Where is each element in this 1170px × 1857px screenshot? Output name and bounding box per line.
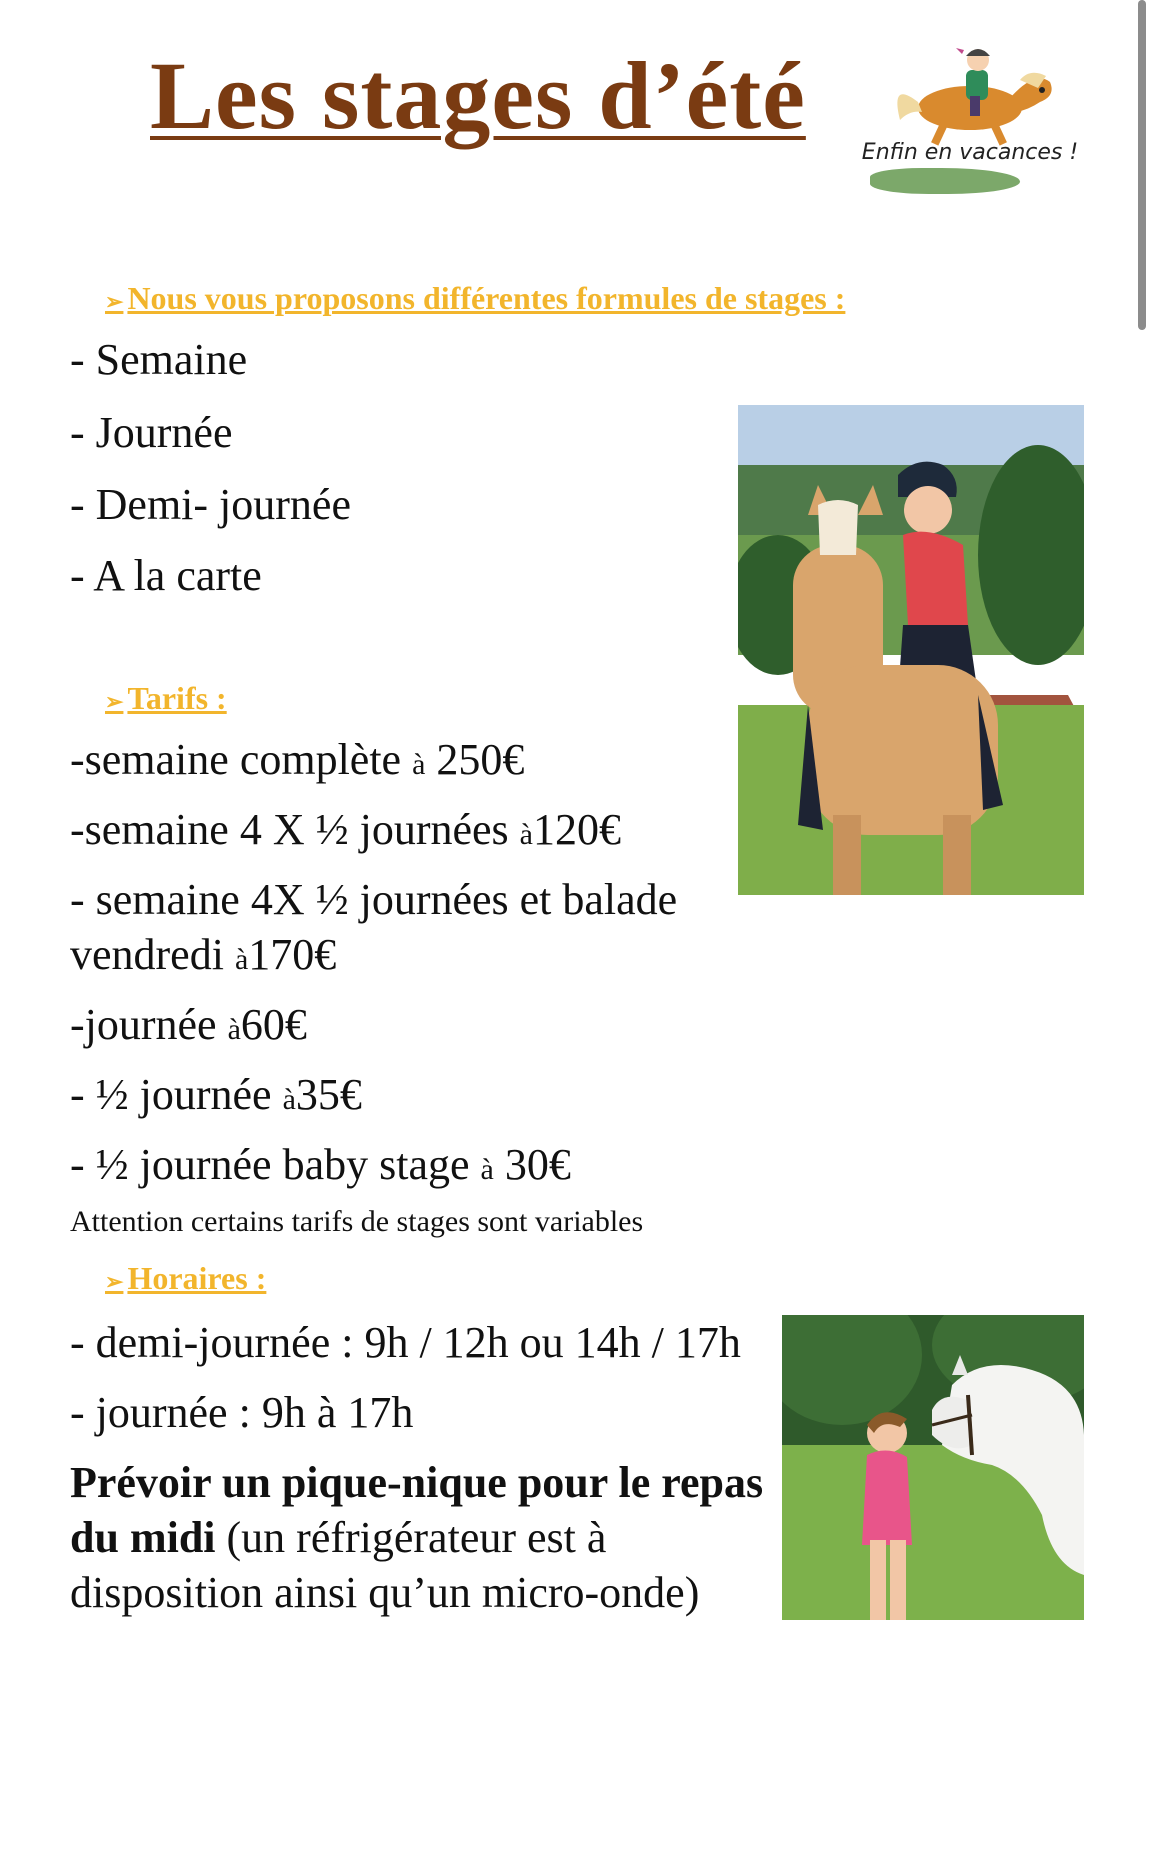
arrow-bullet-icon: ➢ bbox=[105, 689, 124, 714]
page-title: Les stages d’été bbox=[150, 42, 806, 149]
horaire-item: - demi-journée : 9h / 12h ou 14h / 17h bbox=[70, 1318, 741, 1367]
picnic-text: (un réfrigérateur est à disposition ainsi qu’un micro-onde) bbox=[70, 1513, 700, 1617]
tarif-line: - ½ journée à35€ bbox=[70, 1070, 362, 1119]
arrow-bullet-icon: ➢ bbox=[105, 1269, 124, 1294]
picnic-paragraph bbox=[70, 1455, 790, 1620]
formule-item: - Demi- journée bbox=[70, 480, 351, 529]
tarif-line: - ½ journée baby stage à 30€ bbox=[70, 1140, 571, 1189]
tarif-line: -semaine complète à 250€ bbox=[70, 735, 525, 784]
logo-caption: Enfin en vacances ! bbox=[861, 140, 1079, 165]
horaires-heading bbox=[105, 1260, 266, 1297]
photo-girl-white-horse bbox=[782, 1315, 1084, 1620]
horaire-item: - journée : 9h à 17h bbox=[70, 1388, 414, 1437]
photo-rider-on-pony bbox=[738, 405, 1084, 895]
horaires-heading-text: Horaires : bbox=[127, 1260, 267, 1296]
formule-item: - Journée bbox=[70, 408, 233, 457]
logo bbox=[850, 40, 1090, 200]
tarifs-note: Attention certains tarifs de stages sont variables bbox=[70, 1205, 644, 1238]
tarif-line: -semaine 4 X ½ journées à120€ bbox=[70, 805, 621, 854]
picnic-bold: Prévoir un pique-nique pour le repas du midi bbox=[70, 1458, 764, 1562]
pony-rider-logo-icon bbox=[870, 40, 1070, 150]
tarifs-heading bbox=[105, 680, 227, 717]
formules-heading bbox=[105, 280, 845, 317]
tarifs-heading-text: Tarifs : bbox=[127, 680, 227, 716]
logo-grass bbox=[870, 168, 1020, 194]
formule-item: - A la carte bbox=[70, 551, 262, 600]
tarif-line: -journée à60€ bbox=[70, 1000, 307, 1049]
tarif-line: - semaine 4X ½ journées et balade bbox=[70, 875, 678, 924]
scrollbar[interactable] bbox=[1138, 0, 1146, 330]
formules-heading-text: Nous vous proposons différentes formules de stages : bbox=[127, 280, 846, 316]
formule-item: - Semaine bbox=[70, 335, 248, 384]
arrow-bullet-icon: ➢ bbox=[105, 289, 124, 314]
tarif-line: vendredi à170€ bbox=[70, 930, 337, 979]
